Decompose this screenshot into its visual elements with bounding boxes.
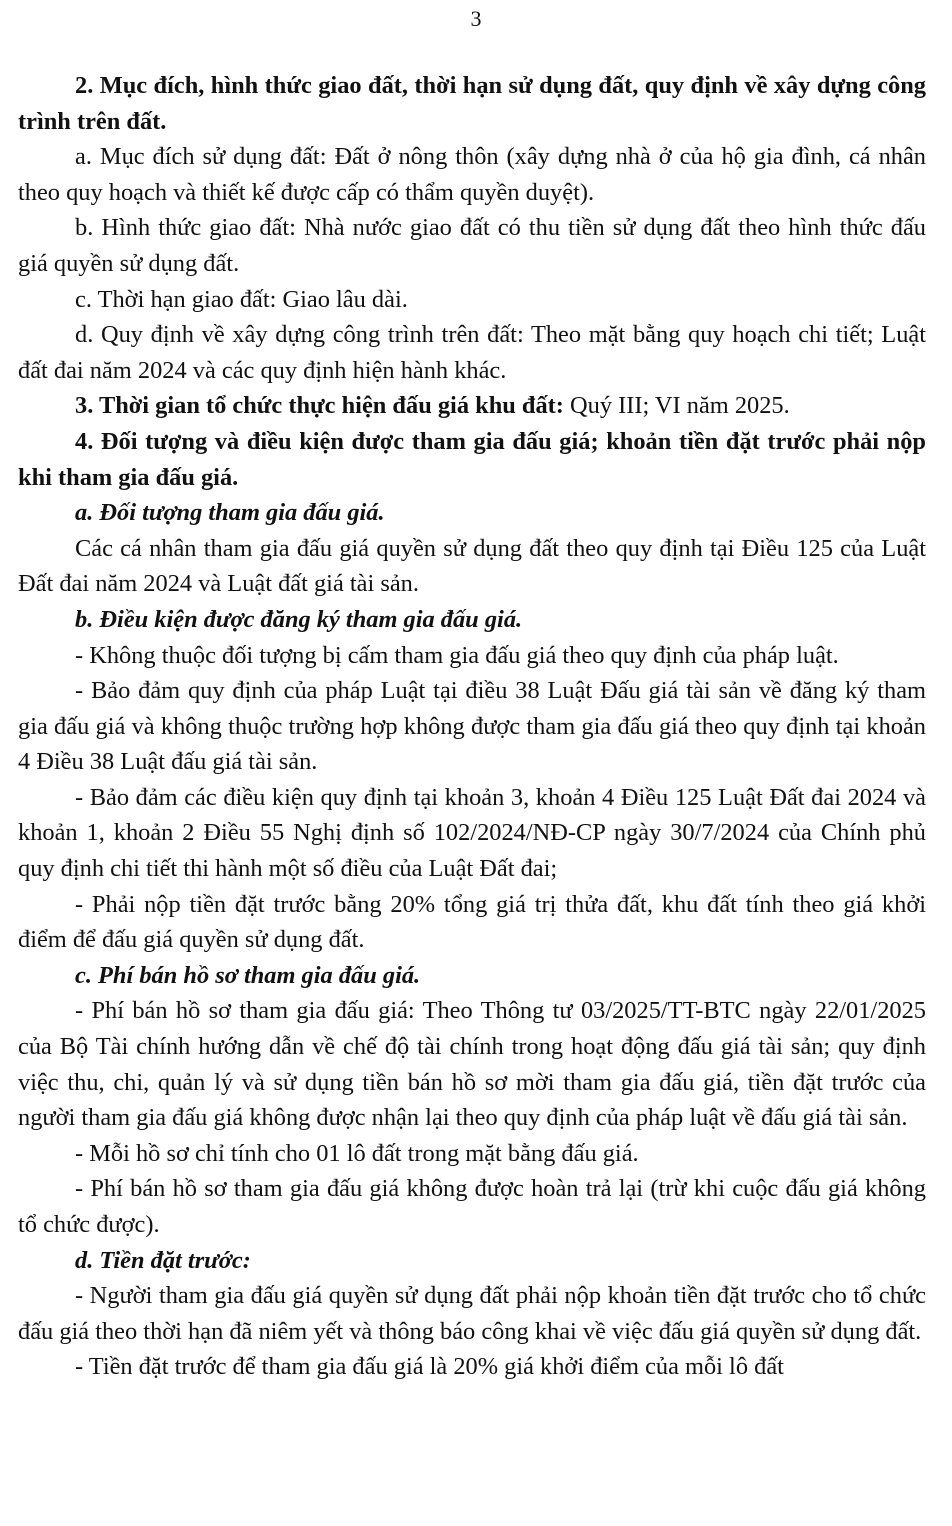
section-2-heading: 2. Mục đích, hình thức giao đất, thời hạn sử dụng đất, quy định về xây dựng công trình trên đất. bbox=[18, 72, 926, 135]
section-4-b-item: - Phải nộp tiền đặt trước bằng 20% tổng giá trị thửa đất, khu đất tính theo giá khởi điểm để đấu giá quyền sử dụng đất. bbox=[18, 890, 926, 954]
section-4-a-title: a. Đối tượng tham gia đấu giá. bbox=[75, 499, 385, 527]
section-3-label: 3. Thời gian tổ chức thực hiện đấu giá khu đất: bbox=[75, 392, 564, 420]
section-4-heading: 4. Đối tượng và điều kiện được tham gia đấu giá; khoản tiền đặt trước phải nộp khi tham gia đấu giá. bbox=[18, 427, 926, 491]
section-4-b-title: b. Điều kiện được đăng ký tham gia đấu giá. bbox=[75, 605, 523, 633]
section-4-b-item: - Bảo đảm quy định của pháp Luật tại điều 38 Luật Đấu giá tài sản về đăng ký tham gia đấu giá và không thuộc trường hợp không được tham gia đấu giá theo quy định tại khoản 4 Điều 38 Luật đấu giá tài sản. bbox=[18, 677, 926, 776]
section-2-item-b: b. Hình thức giao đất: Nhà nước giao đất có thu tiền sử dụng đất theo hình thức đấu giá quyền sử dụng đất. bbox=[18, 214, 926, 277]
section-4-c-item: - Mỗi hồ sơ chỉ tính cho 01 lô đất trong mặt bằng đấu giá. bbox=[75, 1139, 639, 1167]
section-3-paragraph bbox=[18, 388, 926, 424]
section-3-value: Quý III; VI năm 2025. bbox=[563, 392, 790, 420]
section-4-d-title: d. Tiền đặt trước: bbox=[75, 1246, 251, 1274]
section-4-d-item: - Người tham gia đấu giá quyền sử dụng đất phải nộp khoản tiền đặt trước cho tổ chức đấu giá theo thời hạn đã niêm yết và thông báo công khai về việc đấu giá quyền sử dụng đất. bbox=[18, 1282, 926, 1345]
page-number: 3 bbox=[470, 6, 482, 31]
section-4-c-title: c. Phí bán hồ sơ tham gia đấu giá. bbox=[75, 961, 421, 989]
section-4-b-item: - Không thuộc đối tượng bị cấm tham gia đấu giá theo quy định của pháp luật. bbox=[75, 641, 839, 669]
section-4-d-item: - Tiền đặt trước để tham gia đấu giá là 20% giá khởi điểm của mỗi lô đất bbox=[75, 1353, 784, 1381]
section-2-item-a: a. Mục đích sử dụng đất: Đất ở nông thôn (xây dựng nhà ở của hộ gia đình, cá nhân theo quy hoạch và thiết kế được cấp có thẩm quyền duyệt). bbox=[18, 143, 926, 206]
section-4-c-item: - Phí bán hồ sơ tham gia đấu giá: Theo Thông tư 03/2025/TT-BTC ngày 22/01/2025 của Bộ Tài chính hướng dẫn về chế độ tài chính trong hoạt động đấu giá tài sản; quy định việc thu, chi, quản lý và sử dụng tiền bán hồ sơ mời tham gia đấu giá, tiền đặt trước của người tham gia đấu giá không được nhận lại theo quy định của pháp luật về đấu giá tài sản. bbox=[18, 997, 926, 1132]
section-2-item-c: c. Thời hạn giao đất: Giao lâu dài. bbox=[75, 285, 408, 313]
section-4-c-item: - Phí bán hồ sơ tham gia đấu giá không được hoàn trả lại (trừ khi cuộc đấu giá không tổ chức được). bbox=[18, 1175, 926, 1238]
document-body bbox=[18, 68, 926, 1385]
section-4-b-item: - Bảo đảm các điều kiện quy định tại khoản 3, khoản 4 Điều 125 Luật Đất đai 2024 và khoản 1, khoản 2 Điều 55 Nghị định số 102/2024/NĐ-CP ngày 30/7/2024 của Chính phủ quy định chi tiết thi hành một số điều của Luật Đất đai; bbox=[18, 783, 926, 883]
section-4-a-text: Các cá nhân tham gia đấu giá quyền sử dụng đất theo quy định tại Điều 125 của Luật Đất đai năm 2024 và Luật đất giá tài sản. bbox=[18, 534, 926, 598]
section-2-item-d: d. Quy định về xây dựng công trình trên đất: Theo mặt bằng quy hoạch chi tiết; Luật đất đai năm 2024 và các quy định hiện hành khác. bbox=[18, 321, 926, 384]
